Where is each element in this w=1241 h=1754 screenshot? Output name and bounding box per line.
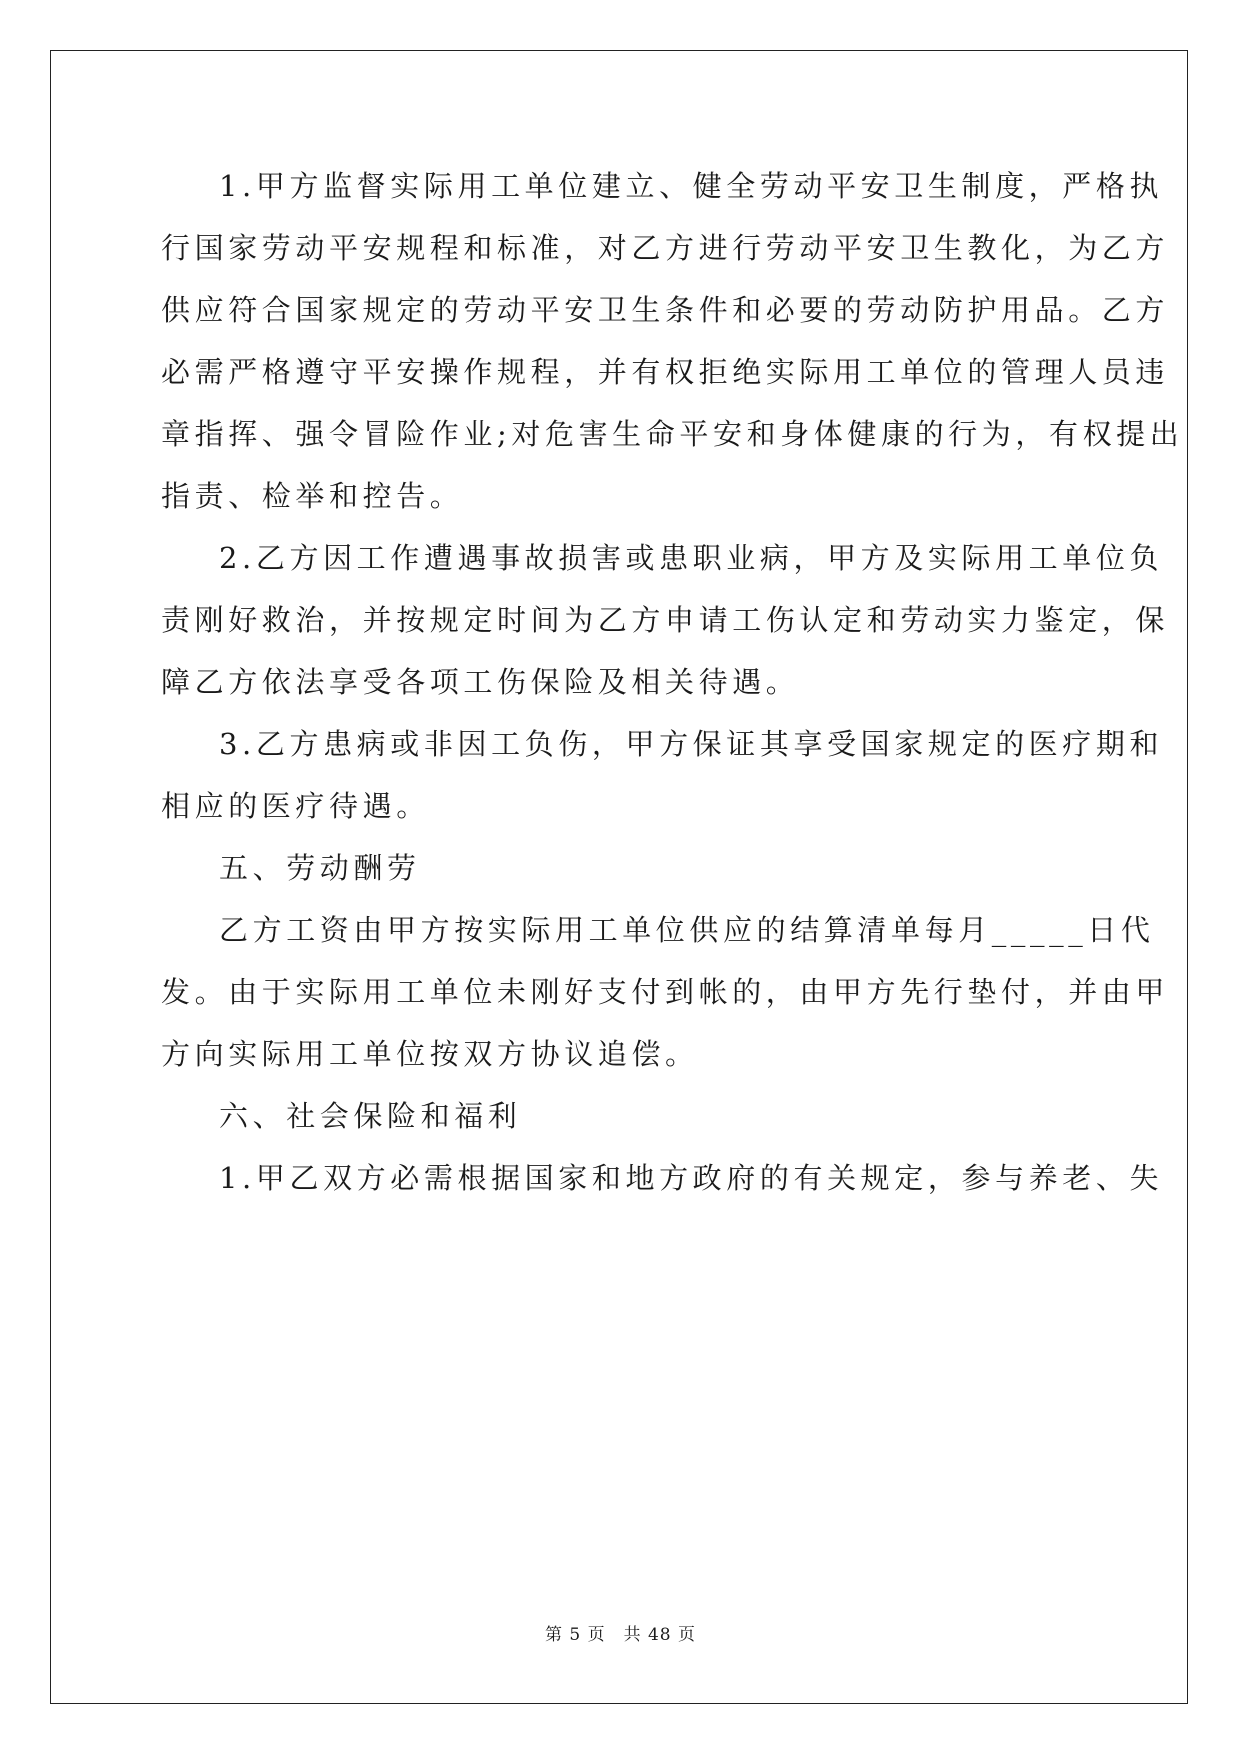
paragraph-line: 乙方工资由甲方按实际用工单位供应的结算清单每月_____日代 [219, 913, 1155, 947]
paragraph-line: 方向实际用工单位按双方协议追偿。 [161, 1037, 699, 1071]
paragraph-line: 1.甲乙双方必需根据国家和地方政府的有关规定，参与养老、失 [219, 1161, 1164, 1195]
section-heading: 六、社会保险和福利 [219, 1099, 522, 1133]
paragraph-line: 责刚好救治，并按规定时间为乙方申请工伤认定和劳动实力鉴定，保 [161, 603, 1170, 637]
page-footer [0, 1620, 1241, 1645]
page-total: 共 48 页 [623, 1625, 697, 1645]
paragraph-line: 必需严格遵守平安操作规程，并有权拒绝实际用工单位的管理人员违 [161, 355, 1170, 389]
paragraph-line: 1.甲方监督实际用工单位建立、健全劳动平安卫生制度，严格执 [219, 169, 1164, 203]
paragraph-line: 章指挥、强令冒险作业;对危害生命平安和身体健康的行为，有权提出 [161, 417, 1184, 451]
page-number: 第 5 页 [544, 1625, 606, 1645]
paragraph-line: 发。由于实际用工单位未刚好支付到帐的，由甲方先行垫付，并由甲 [161, 975, 1170, 1009]
paragraph-line: 障乙方依法享受各项工伤保险及相关待遇。 [161, 665, 800, 699]
paragraph-line: 相应的医疗待遇。 [161, 789, 430, 823]
paragraph-line: 指责、检举和控告。 [161, 479, 464, 513]
paragraph-line: 行国家劳动平安规程和标准，对乙方进行劳动平安卫生教化，为乙方 [161, 231, 1170, 265]
paragraph-line: 3.乙方患病或非因工负伤，甲方保证其享受国家规定的医疗期和 [219, 727, 1164, 761]
paragraph-line: 2.乙方因工作遭遇事故损害或患职业病，甲方及实际用工单位负 [219, 541, 1164, 575]
section-heading: 五、劳动酬劳 [219, 851, 421, 885]
paragraph-line: 供应符合国家规定的劳动平安卫生条件和必要的劳动防护用品。乙方 [161, 293, 1170, 327]
